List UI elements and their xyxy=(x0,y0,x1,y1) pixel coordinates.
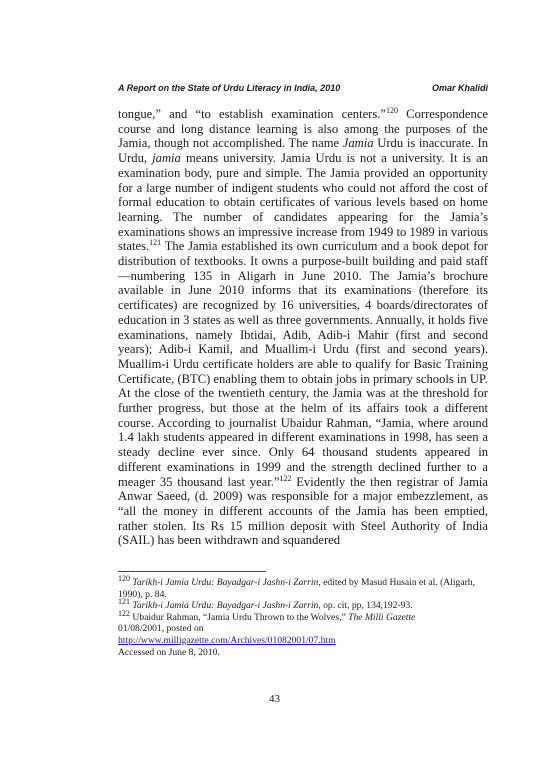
footnote-120: $^{120}$ Tarikh-i Jamia Urdu: Bayadgar-i Jashn-i Zarrin, edited by Masud Husain et al. (Aligarh, 1990), p. 84. xyxy=(118,573,475,600)
running-header xyxy=(118,83,488,93)
term-jamia: jamia xyxy=(152,151,181,166)
footnote-122: $^{122}$ Ubaidur Rahman, “Jamia Urdu Thrown to the Wolves,” The Milli Gazette 01/08/2001, posted on http://www.milligazette.com/Archives/01082001/07.htm Accessed on June 8, 2010. xyxy=(118,608,416,658)
footnote-link[interactable]: http://www.milligazette.com/Archives/01082001/07.htm xyxy=(118,634,336,646)
footnote-divider xyxy=(118,571,266,572)
paragraph-2: At the close of the twentieth century, the Jamia was at the threshold for further progress, but those at the helm of its affairs took a different course. According to journalist Ubaidur Rahman, “Jamia, where around 1.4 lakh students appeared in different examinations in 1998, has seen a steady decline ever since. Only 64 thousand students appeared in different examinations in 1999 and the strength declined further to a meager 35 thousand last year.”$^{122}$ Evidently the then registrar of Jamia Anwar Saeed, (d. 2009) was responsible for a major embezzlement, as “all the money in different accounts of the Jamia has been emptied, rather stolen. Its Rs 15 million deposit with Steel Authority of India (SAIL) has been withdrawn and squandered xyxy=(118,386,488,548)
header-author: Omar Khalidi xyxy=(431,83,488,93)
header-title: A Report on the State of Urdu Literacy in India, 2010 xyxy=(118,83,341,93)
footnotes xyxy=(118,573,488,658)
page-number: 43 xyxy=(269,693,280,705)
footnote-ref-120: 120 xyxy=(386,105,399,115)
footnote-121: $^{121}$ Tarikh-i Jamia Urdu: Bayadgar-i Jashn-i Zarrin, op. cit, pp, 134,192-93. xyxy=(118,597,413,612)
term-jamia: Jamia xyxy=(342,136,374,151)
footnote-ref-122: 122 xyxy=(279,473,292,483)
paragraph-1: tongue,” and “to establish examination centers.”$^{120}$ Correspondence course and long distance learning is also among the purposes of the Jamia, though not accomplished. The name Jamia Urdu is inaccurate. In Urdu, jamia means university. Jamia Urdu is not a university. It is an examination body, pure and simple. The Jamia provided an opportunity for a large number of indigent students who could not afford the cost of formal education to obtain certificates of various levels based on home learning. The number of candidates appearing for the Jamia’s examinations shows an impressive increase from 1949 to 1989 in various states.$^{121}$ The Jamia established its own curriculum and a book depot for distribution of textbooks. It owns a purpose-built building and paid staff—numbering 135 in Aligarh in June 2010. The Jamia’s brochure available in June 2010 informs that its examinations (therefore its certificates) are recognized by 16 universities, 4 boards/directorates of education in 3 states as well as three governments. Annually, it holds five examinations, namely Ibtidai, Adib, Adib-i Mahir (first and second years); Adib-i Kamil, and Muallim-i Urdu (first and second years). Muallim-i Urdu certificate holders are able to qualify for Basic Training Certificate, (BTC) enabling them to obtain jobs in primary schools in UP. xyxy=(118,105,489,386)
body-text xyxy=(118,107,488,548)
footnote-ref-121: 121 xyxy=(149,238,162,248)
